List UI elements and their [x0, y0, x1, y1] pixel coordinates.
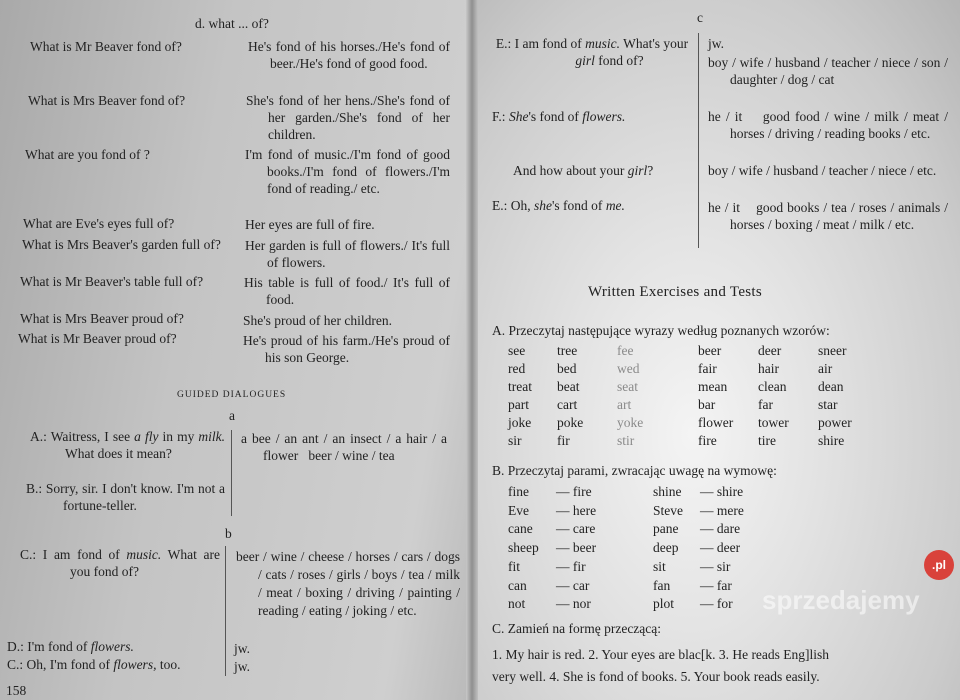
dialogue-a-label: a — [229, 408, 235, 423]
word-cell: treat — [508, 379, 532, 394]
dialogue-c-alternatives: he / it good books / tea / roses / animals / horses / boxing / meat / milk / etc. — [708, 200, 949, 232]
word-cell: see — [508, 343, 526, 358]
answer: She's fond of her hens./She's fond of her garden./She's fond of her children. — [246, 93, 450, 142]
word-cell: sir — [508, 433, 522, 448]
question: What is Mrs Beaver's garden full of? — [22, 237, 221, 252]
pair-word: — car — [556, 577, 590, 593]
question: What are you fond of ? — [25, 147, 150, 162]
dialogue-c-line: E.: Oh, she's fond of me. — [492, 198, 625, 213]
word-cell: fir — [557, 433, 570, 448]
question: What are Eve's eyes full of? — [23, 216, 175, 231]
question: What is Mrs Beaver fond of? — [28, 93, 186, 108]
dialogue-c-line: F.: She's fond of flowers. — [492, 109, 626, 124]
word-cell: beat — [557, 379, 580, 394]
answer: I'm fond of music./I'm fond of good books./I'm fond of flowers./I'm fond of reading./ etc. — [245, 147, 450, 196]
column-divider — [225, 546, 226, 676]
watermark-logo: sprzedajemy — [762, 585, 920, 615]
written-exercises-heading: Written Exercises and Tests — [588, 284, 763, 300]
pair-word: fan — [653, 577, 671, 593]
question: What is Mr Beaver proud of? — [18, 331, 177, 346]
word-cell: flower — [698, 415, 734, 430]
dialogue-a-alternatives: a bee / an ant / an insect / a hair / a flower beer / wine / tea — [241, 431, 447, 463]
pair-word: — deer — [700, 540, 741, 556]
dialogue-b-line: D.: I'm fond of flowers. — [7, 639, 134, 654]
word-cell: bar — [698, 397, 716, 412]
word-cell: mean — [698, 379, 728, 394]
dialogue-c-label: c — [697, 10, 703, 25]
section-d-title: d. what ... of? — [195, 16, 269, 31]
pair-word: — beer — [556, 540, 597, 556]
pair-word: can — [508, 577, 527, 593]
word-cell: yoke — [617, 415, 644, 430]
pair-word: — shire — [700, 484, 744, 499]
word-cell: poke — [557, 415, 584, 430]
pair-word: — mere — [700, 502, 744, 518]
answer: Her eyes are full of fire. — [245, 217, 375, 232]
word-cell: beer — [698, 343, 722, 358]
pair-word: — here — [556, 502, 597, 518]
dialogue-c-line: And how about your girl? — [513, 163, 654, 178]
word-cell: air — [818, 361, 833, 376]
dialogue-c-line: E.: I am fond of music. What's your girl fond of? — [495, 36, 689, 68]
word-cell: art — [617, 397, 632, 412]
dialogue-a-line: A.: Waitress, I see a fly in my milk. What does it mean? — [30, 429, 225, 461]
word-cell: tire — [758, 433, 776, 448]
pair-word: — for — [700, 596, 733, 612]
column-divider — [698, 33, 699, 248]
word-cell: power — [818, 415, 852, 430]
word-cell: fair — [698, 361, 717, 376]
word-cell: bed — [557, 361, 577, 376]
watermark-badge: .pl — [924, 550, 954, 580]
pair-word: shine — [653, 484, 682, 499]
pair-word: fit — [508, 558, 520, 574]
word-cell: seat — [617, 379, 638, 394]
word-cell: deer — [758, 343, 782, 358]
answer: He's proud of his farm./He's proud of his son George. — [243, 333, 450, 365]
pair-word: — nor — [556, 596, 591, 612]
word-cell: hair — [758, 361, 779, 376]
pair-word: — sir — [700, 558, 731, 574]
page-number: 158 — [6, 683, 27, 698]
word-cell: joke — [508, 415, 532, 430]
pair-word: cane — [508, 521, 533, 537]
pair-word: plot — [653, 596, 675, 612]
jw-note: jw. — [234, 641, 250, 656]
pair-word: — dare — [700, 521, 741, 537]
exercise-a-instruction: A. Przeczytaj następujące wyrazy według poznanych wzorów: — [492, 323, 830, 338]
exercise-c-sentences: very well. 4. She is fond of books. 5. Your book reads easily. — [492, 669, 820, 684]
pair-word: Steve — [653, 502, 683, 518]
word-cell: red — [508, 361, 526, 376]
word-cell: far — [758, 397, 773, 412]
word-cell: clean — [758, 379, 787, 394]
word-cell: wed — [617, 361, 640, 376]
pair-word: — care — [556, 521, 596, 537]
answer: He's fond of his horses./He's fond of beer./He's fond of good food. — [248, 39, 450, 71]
question: What is Mr Beaver's table full of? — [20, 274, 204, 289]
word-cell: tower — [758, 415, 789, 430]
pair-word: Eve — [508, 502, 529, 518]
pair-word: pane — [653, 521, 679, 537]
pair-word: sheep — [508, 540, 539, 556]
pair-word: — fir — [556, 558, 586, 574]
word-cell: cart — [557, 397, 578, 412]
dialogue-a-line: B.: Sorry, sir. I don't know. I'm not a fortune-teller. — [26, 481, 225, 513]
pair-word: — far — [700, 577, 732, 593]
pair-word: deep — [653, 540, 679, 556]
question: What is Mr Beaver fond of? — [30, 39, 182, 54]
jw-note: jw. — [234, 659, 250, 674]
pair-word: not — [508, 596, 526, 612]
pair-word: — fire — [556, 484, 592, 499]
exercise-c-instruction: C. Zamień na formę przeczącą: — [492, 621, 662, 636]
exercise-c-sentences: 1. My hair is red. 2. Your eyes are blac[k. 3. He reads Eng]lish — [492, 647, 830, 662]
column-divider — [231, 430, 232, 516]
pair-word: fine — [508, 484, 529, 499]
guided-dialogues-heading: GUIDED DIALOGUES — [177, 390, 287, 400]
exercise-b-instruction: B. Przeczytaj parami, zwracając uwagę na wymowę: — [492, 463, 777, 478]
book-fold — [466, 0, 478, 700]
pair-word: sit — [653, 558, 666, 574]
word-cell: sneer — [818, 343, 847, 358]
dialogue-c-alternatives: he / it good food / wine / milk / meat / horses / driving / reading books / etc. — [708, 109, 949, 141]
answer: Her garden is full of flowers./ It's full of flowers. — [245, 238, 450, 270]
dialogue-c-alternatives: boy / wife / husband / teacher / niece / son / daughter / dog / cat — [708, 55, 948, 87]
dialogue-b-line: C.: I am fond of music. What are you fond of? — [20, 547, 220, 579]
word-cell: stir — [617, 433, 635, 448]
answer: She's proud of her children. — [243, 313, 393, 328]
word-cell: star — [818, 397, 838, 412]
word-cell: fire — [698, 433, 717, 448]
dialogue-b-alternatives: beer / wine / cheese / horses / cars / dogs / cats / roses / girls / boys / tea / milk / meat / boxing / driving / painting / reading / eating / joking / etc. — [236, 549, 460, 618]
dialogue-b-label: b — [225, 526, 232, 541]
word-cell: part — [508, 397, 529, 412]
word-cell: shire — [818, 433, 845, 448]
word-cell: dean — [818, 379, 844, 394]
question: What is Mrs Beaver proud of? — [20, 311, 184, 326]
answer: His table is full of food./ It's full of food. — [244, 275, 450, 307]
dialogue-c-alternatives: boy / wife / husband / teacher / niece / etc. — [708, 163, 937, 178]
jw-note: jw. — [708, 36, 724, 51]
word-cell: fee — [617, 343, 634, 358]
word-cell: tree — [557, 343, 578, 358]
dialogue-b-line: C.: Oh, I'm fond of flowers, too. — [7, 657, 181, 672]
